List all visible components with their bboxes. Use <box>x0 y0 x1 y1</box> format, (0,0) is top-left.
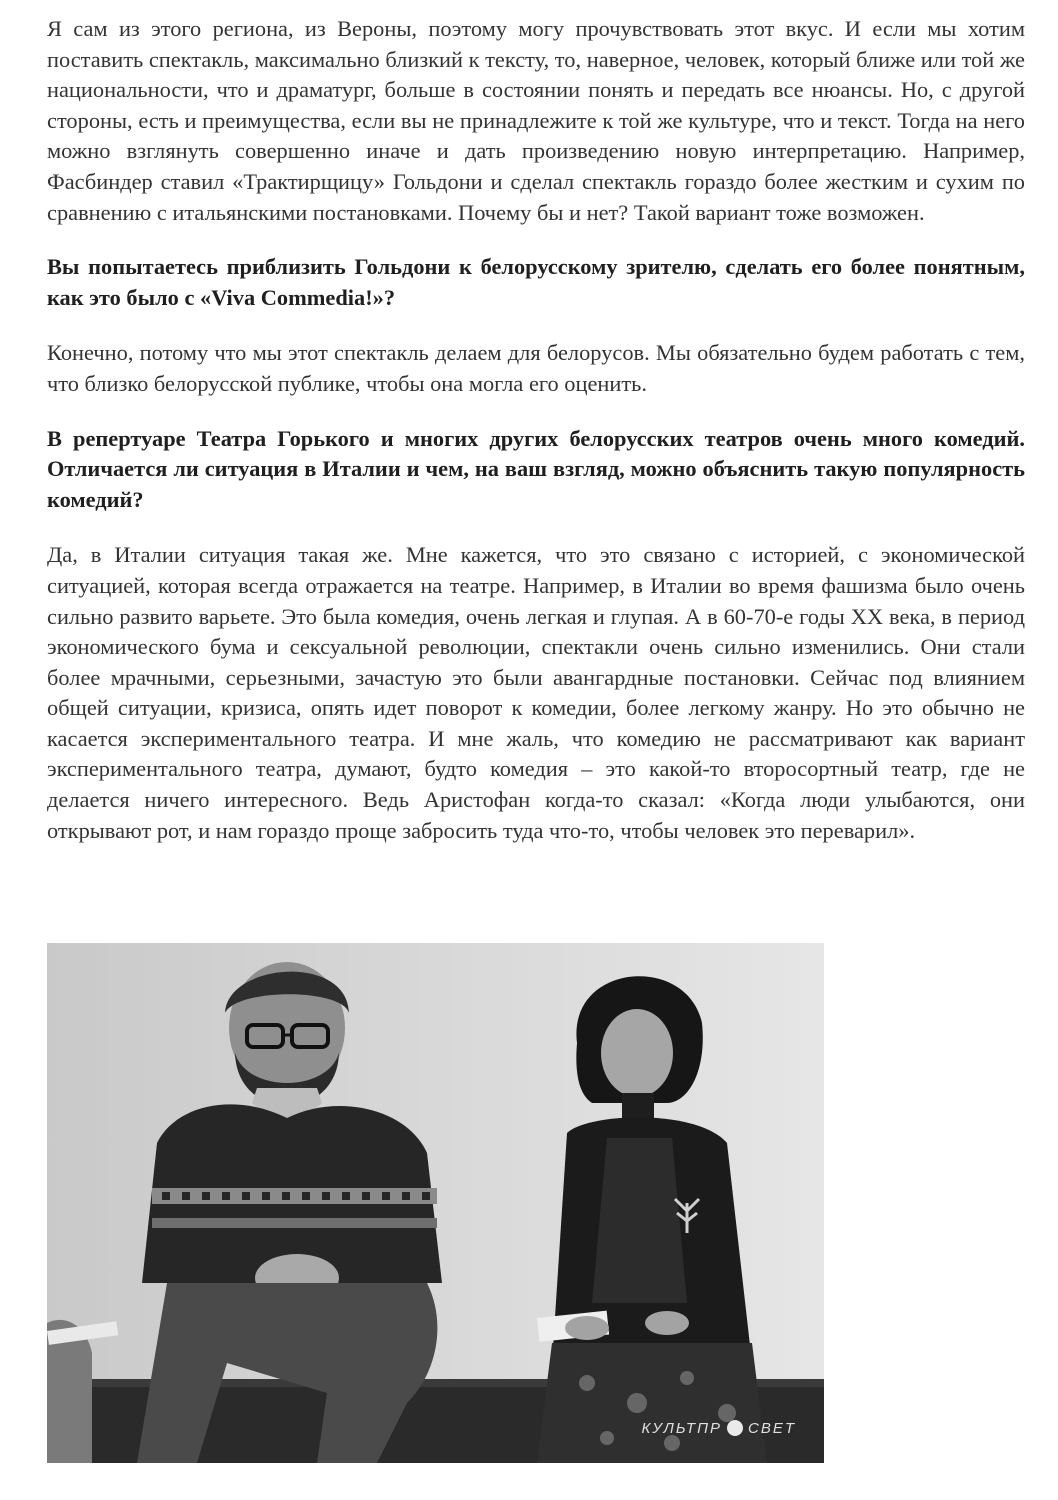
interview-photo-illustration <box>47 943 824 1463</box>
answer-paragraph-1: Я сам из этого региона, из Вероны, поэтому могу прочувствовать этот вкус. И если мы хотим поставить спектакль, максимально близкий к тексту, то, наверное, человек, который ближе или той же национальности, что и драматург, больше в состоянии понять и передать все нюансы. Но, с другой стороны, есть и преимущества, если вы не принадлежите к той же культуре, что и текст. Тогда на него можно взглянуть совершенно иначе и дать произведению новую интерпретацию. Например, Фасбиндер ставил «Трактирщицу» Гольдони и сделал спектакль гораздо более жестким и сухим по сравнению с итальянскими постановками. Почему бы и нет? Такой вариант тоже возможен. <box>47 16 1025 225</box>
watermark-text-left: КУЛЬТПР <box>641 1420 722 1437</box>
interview-question-1: Вы попытаетесь приблизить Гольдони к белорусскому зрителю, сделать его более понятным, как это было с «Viva Commedia!»? <box>47 254 1025 310</box>
answer-paragraph-2: Конечно, потому что мы этот спектакль делаем для белорусов. Мы обязательно будем работать с тем, что близко белорусской публике, чтобы она могла его оценить. <box>47 340 1025 396</box>
article-body <box>47 14 1025 846</box>
photo-watermark-logo <box>641 1420 796 1437</box>
answer-paragraph-3: Да, в Италии ситуация такая же. Мне кажется, что это связано с историей, с экономической ситуацией, которая всегда отражается на театре. Например, в Италии во время фашизма было очень сильно развито варьете. Это была комедия, очень легкая и глупая. А в 60-70-е годы XX века, в период экономического бума и сексуальной революции, спектакли очень сильно изменились. Они стали более мрачными, серьезными, зачастую это были авангардные постановки. Сейчас под влиянием общей ситуации, кризиса, опять идет поворот к комедии, более легкому жанру. Но это обычно не касается экспериментального театра. И мне жаль, что комедию не рассматривают как вариант экспериментального театра, думают, будто комедия – это какой-то второсортный театр, где не делается ничего интересного. Ведь Аристофан когда-то сказал: «Когда люди улыбаются, они открывают рот, и нам гораздо проще забросить туда что-то, чтобы человек это переварил». <box>47 542 1025 843</box>
watermark-text-right: СВЕТ <box>747 1420 796 1437</box>
interview-question-2: В репертуаре Театра Горького и многих других белорусских театров очень много комедий. Отличается ли ситуация в Италии и чем, на ваш взгляд, можно объяснить такую популярность комедий? <box>47 425 1025 512</box>
interview-photo <box>47 943 824 1463</box>
watermark-dot-icon <box>727 1420 743 1436</box>
